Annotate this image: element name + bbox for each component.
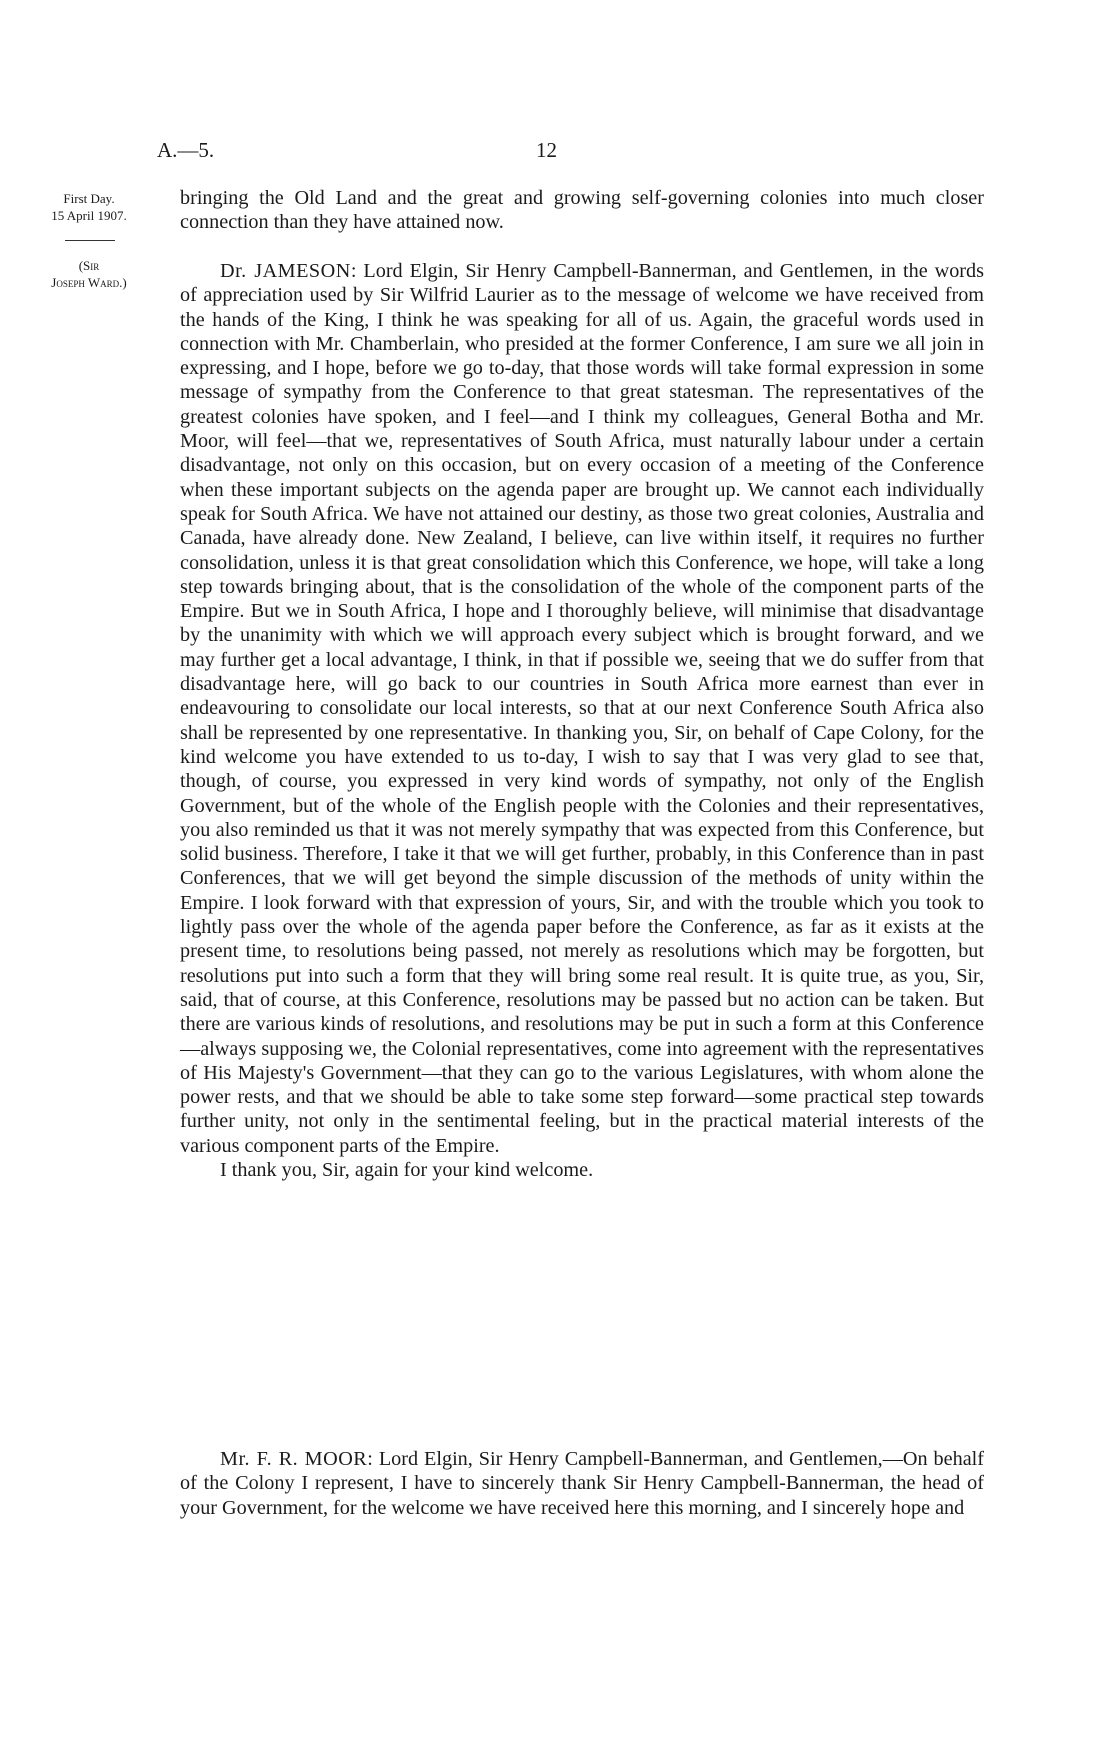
margin-day-note: [34, 190, 144, 224]
margin-day: First Day.: [63, 191, 115, 206]
moor-paragraph: [180, 1447, 984, 1520]
continuation-text: bringing the Old Land and the great and growing self-governing colonies into much closer connection than they have attained now.: [180, 187, 984, 234]
jameson-paragraph: [180, 259, 984, 1158]
moor-body: : Lord Elgin, Sir Henry Campbell-Bannerman, and Gentlemen,—On behalf of the Colony I represent, I have to sincerely thank Sir Henry Campbell-Bannerman, the head of your Government, for the welcome we have received here this morning, and I sincerely hope and: [180, 1448, 984, 1519]
jameson-body: : Lord Elgin, Sir Henry Campbell-Bannerman, and Gentlemen, in the words of appreciation used by Sir Wilfrid Laurier as to the message of welcome we have received from the hands of the King, I think he was speaking for all of us. Again, the graceful words used in connection with Mr. Chamberlain, who presided at the former Conference, I am sure we all join in expressing, and I hope, before we go to-day, that those words will take formal expression in some message of sympathy from the Conference to that great statesman. The representatives of the greatest colonies have spoken, and I feel—and I think my colleagues, General Botha and Mr. Moor, will feel—that we, representatives of South Africa, must naturally labour under a certain disadvantage, not only on this occasion, but on every occasion of a meeting of the Conference when these important subjects on the agenda paper are brought up. We cannot each individually speak for South Africa. We have not attained our destiny, as those two great colonies, Australia and Canada, have already done. New Zealand, I believe, can live within itself, it requires no further consolidation, unless it is that great consolidation which this Conference, we hope, will take a long step towards bringing about, that is the consolidation of the whole of the component parts of the Empire. But we in South Africa, I hope and I thoroughly believe, will minimise that disadvantage by the unanimity with which we will approach every subject which is brought forward, and we may further get a local advantage, I think, in that if possible we, seeing that we do suffer from that disadvantage here, will go back to our countries in South Africa more earnest than ever in endeavouring to consolidate our local interests, so that at our next Conference South Africa also shall be represented by one representative. In thanking you, Sir, on behalf of Cape Colony, for the kind welcome you have extended to us to-day, I wish to say that I was very glad to see that, though, of course, you expressed in very kind words of sympathy, not only of the English Government, but of the whole of the English people with the Colonies and their representatives, you also reminded us that it was not merely sympathy that was expected from this Conference, but solid business. Therefore, I take it that we will get further, probably, in this Conference than in past Conferences, that we will get beyond the simple discussion of the methods of unity within the Empire. I look forward with that expression of yours, Sir, and with the trouble which you took to lightly pass over the whole of the agenda paper before the Conference, as far as it exists at the present time, to resolutions being passed, not merely as resolutions which may be forgotten, but resolutions put into such a form that they will bring some real result. It is quite true, as you, Sir, said, that of course, at this Conference, resolutions may be passed but no action can be taken. But there are various kinds of resolutions, and resolutions may be put in such a form at this Conference—always supposing we, the Colonial representatives, come into agreement with the representatives of His Majesty's Government—that they can go to the various Legislatures, with whom alone the power rests, and that we should be able to take some step forward—some practical step towards further unity, not only in the sentimental feeling, but in the practical material interests of the various component parts of the Empire.: [180, 260, 984, 1157]
margin-speaker-note: [34, 257, 144, 291]
margin-speaker-open: (Sir: [78, 258, 100, 273]
margin-speaker-name: Joseph Ward.): [51, 275, 127, 290]
continuation-paragraph: [180, 186, 984, 235]
margin-divider: [65, 240, 115, 241]
margin-date: 15 April 1907.: [51, 208, 127, 223]
jameson-speaker: Dr. JAMESON: [220, 260, 351, 282]
jameson-thanks: I thank you, Sir, again for your kind welcome.: [220, 1158, 594, 1181]
moor-speaker: Mr. F. R. MOOR: [220, 1448, 368, 1470]
moor-speech: [180, 1447, 984, 1520]
page-number: 12: [536, 138, 557, 162]
document-reference: A.—5.: [157, 138, 215, 162]
jameson-speech: [180, 259, 984, 1182]
